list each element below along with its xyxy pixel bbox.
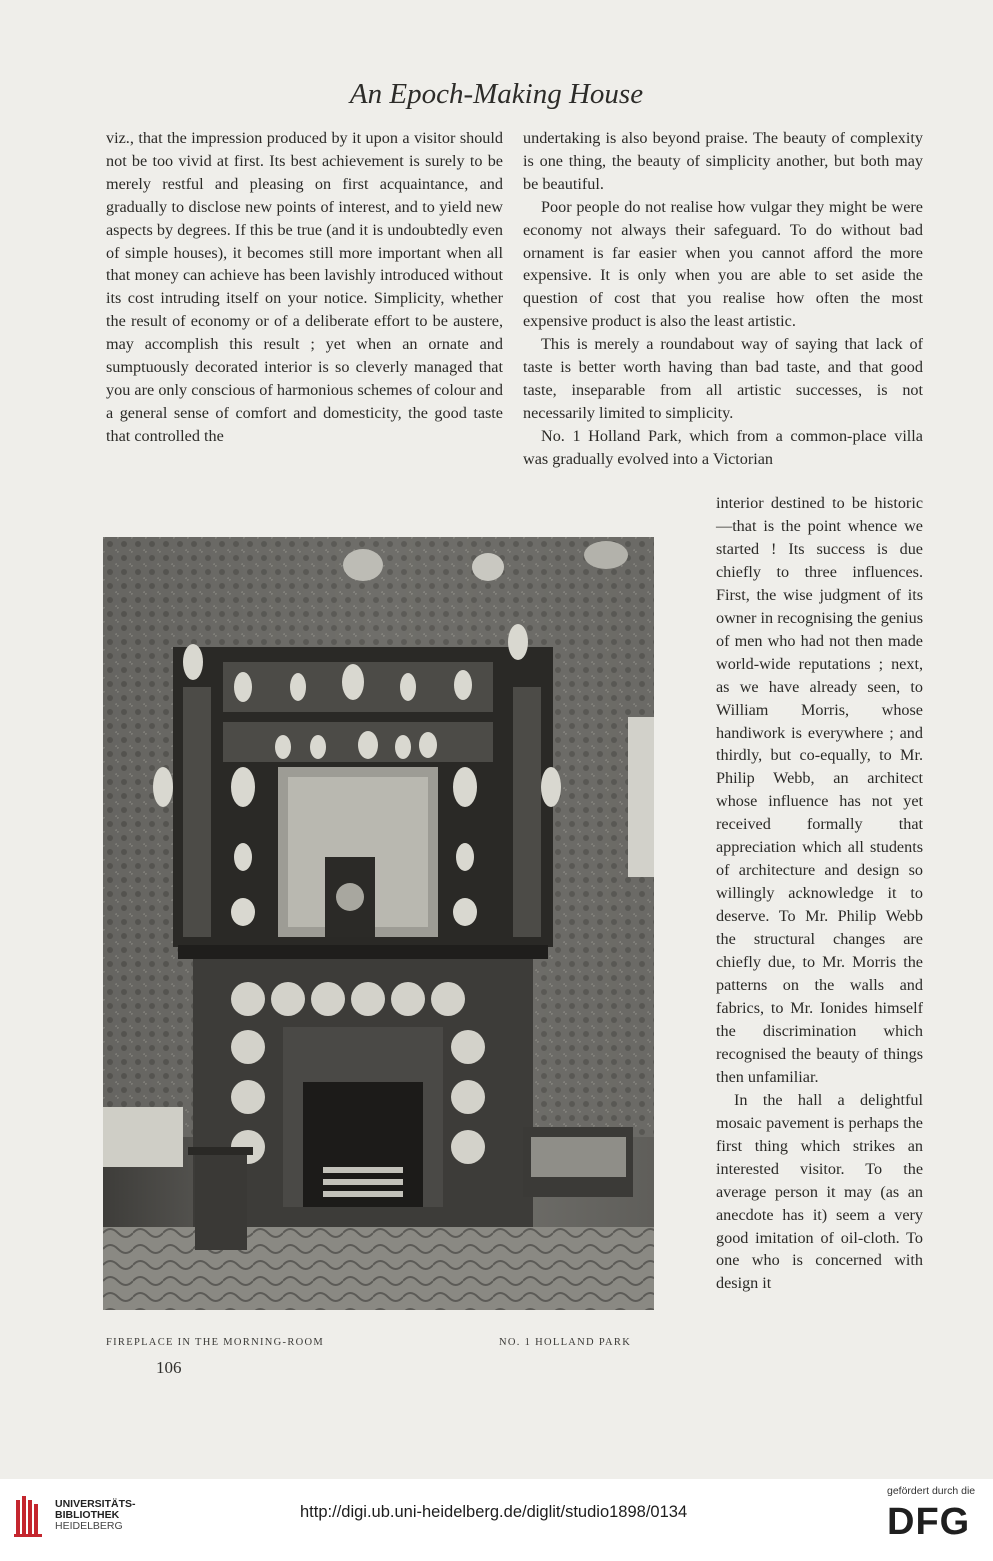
paragraph: Poor people do not realise how vulgar they might be were economy not always their safeguard. To do without bad ornament is far easier when you cannot afford the more expensive. It is only when you are able to set aside the question of cost that you realise how often the most expensive product is also the least artistic. [523, 197, 923, 331]
paragraph: In the hall a delightful mosaic pavement is perhaps the first thing which strikes an interested visitor. To the average person it may (as an anecdote has it) seem a very good imitation of oil-cloth. To one who is concerned with design it [716, 1090, 923, 1293]
paragraph: This is merely a roundabout way of saying that lack of taste is better worth having than bad taste, and that good taste, inseparable from all artistic successes, is not necessarily limited to simplicity. [523, 335, 923, 422]
figure-caption-left: FIREPLACE IN THE MORNING-ROOM [106, 1337, 325, 1348]
source-url-link[interactable]: http://digi.ub.uni-heidelberg.de/diglit/studio1898/0134 [300, 1503, 688, 1521]
running-header: An Epoch-Making House [349, 78, 644, 110]
page-number: 106 [156, 1358, 182, 1377]
right-text-column [523, 127, 923, 471]
funded-by-label: gefördert durch die [887, 1485, 976, 1497]
dfg-logo: DFG [887, 1501, 971, 1543]
paragraph: No. 1 Holland Park, which from a common-place villa was gradually evolved into a Victorian [523, 426, 923, 468]
library-name: UNIVERSITÄTS- BIBLIOTHEK HEIDELBERG [55, 1498, 136, 1532]
paragraph: undertaking is also beyond praise. The beauty of complexity is one thing, the beauty of simplicity another, but both may be beautiful. [523, 129, 923, 193]
narrow-text-column [716, 492, 923, 1295]
paragraph: interior destined to be historic—that is the point whence we started ! Its success is due chiefly to three influences. First, the wise judgment of its owner in recognising the genius of men who had not then made world-wide reputations ; next, as we have already seen, to William Morris, whose handiwork is everywhere ; and thirdly, but co-equally, to Mr. Philip Webb, an architect whose influence has not yet received formally that appreciation which all students of architecture and design so willingly acknowledge it to deserve. To Mr. Philip Webb the structural changes are chiefly due, to Mr. Morris the patterns on the walls and fabrics, to Mr. Ionides himself the discrimination which recognised the beauty of things then unfamiliar. [716, 494, 923, 1086]
fireplace-illustration [103, 537, 654, 1310]
library-logo-icon [12, 1494, 48, 1538]
paragraph: viz., that the impression produced by it upon a visitor should not be too vivid at first. Its best achievement is surely to be merely restful and pleasing on first acquaintance, and gradually to disclose new points of interest, and to yield new aspects by degrees. If this be true (and it is undoubtedly even of simple houses), it becomes still more important when all that money can achieve has been lavishly introduced without its cost intruding itself on your notice. Simplicity, whether the result of economy or of a deliberate effort to be austere, may accomplish this result ; yet when an ornate and sumptuously decorated interior is so cleverly managed that you are only conscious of harmonious schemes of colour and a general sense of comfort and domesticity, the good taste that controlled the [106, 129, 503, 445]
left-text-column [106, 127, 503, 448]
digitization-footer [0, 1479, 993, 1561]
figure-caption-right: NO. 1 HOLLAND PARK [499, 1337, 632, 1348]
fireplace-photograph [103, 537, 654, 1310]
